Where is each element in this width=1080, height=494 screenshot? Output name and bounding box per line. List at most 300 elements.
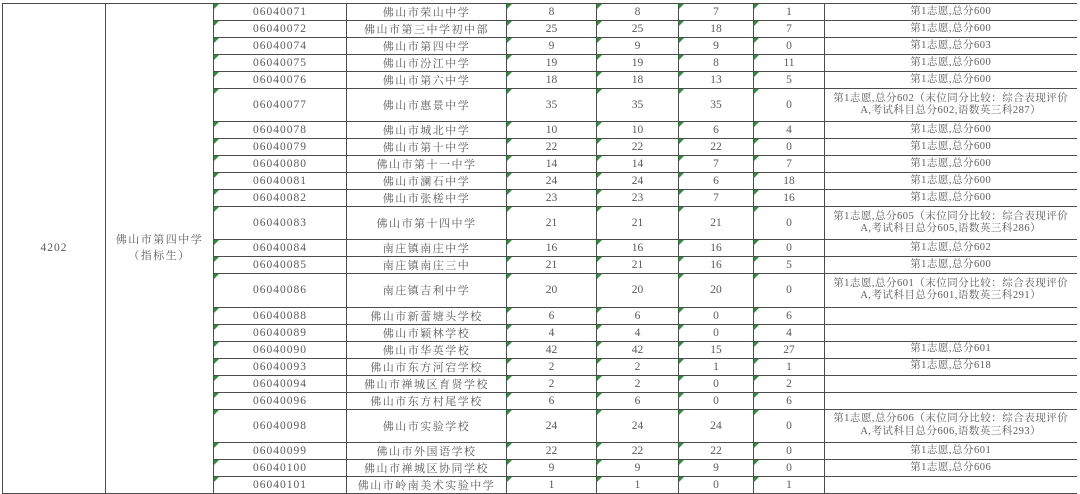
- error-indicator-triangle-icon: [507, 460, 512, 465]
- error-indicator-triangle-icon: [597, 4, 602, 9]
- school-name-cell[interactable]: 佛山市实验学校: [347, 409, 507, 442]
- error-indicator-triangle-icon: [214, 460, 219, 465]
- error-indicator-triangle-icon: [754, 376, 759, 381]
- error-indicator-triangle-icon: [597, 477, 602, 482]
- school-name-cell[interactable]: 南庄镇南庄三中: [347, 257, 507, 274]
- remark-cell[interactable]: 第1志愿,总分603: [825, 38, 1077, 55]
- value-cell-3[interactable]: 20: [679, 274, 754, 307]
- error-indicator-triangle-icon: [214, 207, 219, 212]
- remark-cell[interactable]: 第1志愿,总分600: [825, 55, 1077, 72]
- error-indicator-triangle-icon: [679, 274, 684, 279]
- value-cell-1[interactable]: 9: [507, 38, 597, 55]
- school-code-cell[interactable]: 06040089: [214, 324, 347, 341]
- value-cell-3[interactable]: 15: [679, 341, 754, 358]
- value-cell-2[interactable]: 21: [597, 207, 679, 240]
- value-cell-4[interactable]: 0: [754, 442, 825, 459]
- error-indicator-triangle-icon: [214, 342, 219, 347]
- value-cell-4[interactable]: 11: [754, 55, 825, 72]
- remark-cell[interactable]: [825, 324, 1077, 341]
- value-cell-1[interactable]: 9: [507, 459, 597, 476]
- school-code-cell[interactable]: 06040085: [214, 257, 347, 274]
- error-indicator-triangle-icon: [214, 359, 219, 364]
- remark-cell[interactable]: 第1志愿,总分600: [825, 190, 1077, 207]
- error-indicator-triangle-icon: [754, 21, 759, 26]
- value-cell-4[interactable]: 0: [754, 207, 825, 240]
- error-indicator-triangle-icon: [507, 55, 512, 60]
- error-indicator-triangle-icon: [214, 173, 219, 178]
- error-indicator-triangle-icon: [679, 4, 684, 9]
- value-cell-3[interactable]: 9: [679, 459, 754, 476]
- value-cell-3[interactable]: 35: [679, 89, 754, 122]
- school-code-cell[interactable]: 06040096: [214, 392, 347, 409]
- error-indicator-triangle-icon: [214, 21, 219, 26]
- value-cell-3[interactable]: 6: [679, 173, 754, 190]
- error-indicator-triangle-icon: [679, 55, 684, 60]
- school-name-cell[interactable]: 佛山市新蕾塘头学校: [347, 307, 507, 324]
- error-indicator-triangle-icon: [507, 393, 512, 398]
- error-indicator-triangle-icon: [214, 4, 219, 9]
- value-cell-1[interactable]: 21: [507, 257, 597, 274]
- error-indicator-triangle-icon: [597, 139, 602, 144]
- school-code-cell[interactable]: 06040090: [214, 341, 347, 358]
- error-indicator-triangle-icon: [597, 342, 602, 347]
- value-cell-4[interactable]: 0: [754, 409, 825, 442]
- remark-cell[interactable]: 第1志愿,总分606（末位同分比较：综合表现评价A,考试科目总分606,语数英三科293）: [825, 409, 1077, 442]
- remark-cell[interactable]: 第1志愿,总分600: [825, 122, 1077, 139]
- value-cell-3[interactable]: 0: [679, 375, 754, 392]
- value-cell-4[interactable]: 2: [754, 375, 825, 392]
- value-cell-1[interactable]: 10: [507, 122, 597, 139]
- value-cell-4[interactable]: 0: [754, 89, 825, 122]
- error-indicator-triangle-icon: [679, 443, 684, 448]
- value-cell-1[interactable]: 24: [507, 173, 597, 190]
- error-indicator-triangle-icon: [214, 156, 219, 161]
- error-indicator-triangle-icon: [597, 443, 602, 448]
- error-indicator-triangle-icon: [507, 72, 512, 77]
- error-indicator-triangle-icon: [214, 274, 219, 279]
- value-cell-3[interactable]: 9: [679, 38, 754, 55]
- error-indicator-triangle-icon: [597, 325, 602, 330]
- value-cell-1[interactable]: 4: [507, 324, 597, 341]
- value-cell-4[interactable]: 7: [754, 156, 825, 173]
- remark-cell[interactable]: 第1志愿,总分600: [825, 257, 1077, 274]
- school-code-cell[interactable]: 06040098: [214, 409, 347, 442]
- value-cell-1[interactable]: 6: [507, 392, 597, 409]
- error-indicator-triangle-icon: [597, 308, 602, 313]
- error-indicator-triangle-icon: [507, 4, 512, 9]
- school-name-cell[interactable]: 佛山市惠景中学: [347, 89, 507, 122]
- value-cell-2[interactable]: 9: [597, 38, 679, 55]
- value-cell-1[interactable]: 22: [507, 442, 597, 459]
- value-cell-1[interactable]: 20: [507, 274, 597, 307]
- school-name-cell[interactable]: 南庄镇吉利中学: [347, 274, 507, 307]
- error-indicator-triangle-icon: [679, 122, 684, 127]
- school-name-cell[interactable]: 佛山市禅城区育贤学校: [347, 375, 507, 392]
- school-code-cell[interactable]: 06040079: [214, 139, 347, 156]
- value-cell-1[interactable]: 21: [507, 207, 597, 240]
- remark-cell[interactable]: 第1志愿,总分601: [825, 442, 1077, 459]
- error-indicator-triangle-icon: [679, 173, 684, 178]
- school-name-cell[interactable]: 佛山市城北中学: [347, 122, 507, 139]
- value-cell-3[interactable]: 22: [679, 442, 754, 459]
- error-indicator-triangle-icon: [507, 342, 512, 347]
- remark-cell[interactable]: 第1志愿,总分606: [825, 459, 1077, 476]
- error-indicator-triangle-icon: [754, 325, 759, 330]
- school-code-cell[interactable]: 06040072: [214, 21, 347, 38]
- school-code-cell[interactable]: 06040081: [214, 173, 347, 190]
- error-indicator-triangle-icon: [679, 342, 684, 347]
- school-name-cell[interactable]: 佛山市外国语学校: [347, 442, 507, 459]
- error-indicator-triangle-icon: [507, 156, 512, 161]
- error-indicator-triangle-icon: [507, 359, 512, 364]
- error-indicator-triangle-icon: [597, 156, 602, 161]
- school-name-cell[interactable]: 佛山市禅城区协同学校: [347, 459, 507, 476]
- remark-cell[interactable]: 第1志愿,总分600: [825, 173, 1077, 190]
- remark-cell[interactable]: 第1志愿,总分601（末位同分比较：综合表现评价A,考试科目总分601,语数英三科291）: [825, 274, 1077, 307]
- error-indicator-triangle-icon: [754, 393, 759, 398]
- value-cell-1[interactable]: 2: [507, 375, 597, 392]
- error-indicator-triangle-icon: [507, 122, 512, 127]
- error-indicator-triangle-icon: [679, 325, 684, 330]
- error-indicator-triangle-icon: [679, 139, 684, 144]
- value-cell-2[interactable]: 14: [597, 156, 679, 173]
- value-cell-4[interactable]: 1: [754, 4, 825, 21]
- value-cell-2[interactable]: 25: [597, 21, 679, 38]
- error-indicator-triangle-icon: [754, 257, 759, 262]
- error-indicator-triangle-icon: [597, 89, 602, 94]
- remark-cell[interactable]: [825, 375, 1077, 392]
- value-cell-3[interactable]: 21: [679, 207, 754, 240]
- value-cell-1[interactable]: 19: [507, 55, 597, 72]
- school-name-cell[interactable]: 佛山市汾江中学: [347, 55, 507, 72]
- value-cell-3[interactable]: 16: [679, 240, 754, 257]
- school-code-cell[interactable]: 06040094: [214, 375, 347, 392]
- error-indicator-triangle-icon: [507, 376, 512, 381]
- value-cell-3[interactable]: 7: [679, 4, 754, 21]
- error-indicator-triangle-icon: [507, 477, 512, 482]
- school-code-cell[interactable]: 06040088: [214, 307, 347, 324]
- value-cell-1[interactable]: 6: [507, 307, 597, 324]
- error-indicator-triangle-icon: [754, 359, 759, 364]
- error-indicator-triangle-icon: [214, 393, 219, 398]
- value-cell-2[interactable]: 16: [597, 240, 679, 257]
- value-cell-3[interactable]: 7: [679, 190, 754, 207]
- value-cell-2[interactable]: 35: [597, 89, 679, 122]
- remark-cell[interactable]: [825, 307, 1077, 324]
- error-indicator-triangle-icon: [214, 72, 219, 77]
- value-cell-3[interactable]: 0: [679, 476, 754, 493]
- value-cell-2[interactable]: 6: [597, 392, 679, 409]
- error-indicator-triangle-icon: [754, 443, 759, 448]
- error-indicator-triangle-icon: [214, 240, 219, 245]
- value-cell-3[interactable]: 1: [679, 358, 754, 375]
- error-indicator-triangle-icon: [214, 190, 219, 195]
- value-cell-4[interactable]: 1: [754, 358, 825, 375]
- error-indicator-triangle-icon: [679, 240, 684, 245]
- school-name-cell[interactable]: 佛山市第六中学: [347, 72, 507, 89]
- error-indicator-triangle-icon: [597, 55, 602, 60]
- remark-cell[interactable]: 第1志愿,总分600: [825, 139, 1077, 156]
- error-indicator-triangle-icon: [597, 72, 602, 77]
- value-cell-2[interactable]: 21: [597, 257, 679, 274]
- school-code-cell[interactable]: 06040074: [214, 38, 347, 55]
- remark-cell[interactable]: 第1志愿,总分601: [825, 341, 1077, 358]
- error-indicator-triangle-icon: [597, 38, 602, 43]
- value-cell-1[interactable]: 42: [507, 341, 597, 358]
- school-name-cell[interactable]: 佛山市东方河宕学校: [347, 358, 507, 375]
- remark-cell[interactable]: 第1志愿,总分600: [825, 156, 1077, 173]
- value-cell-3[interactable]: 16: [679, 257, 754, 274]
- error-indicator-triangle-icon: [507, 173, 512, 178]
- value-cell-4[interactable]: 5: [754, 72, 825, 89]
- school-code-cell[interactable]: 06040075: [214, 55, 347, 72]
- value-cell-1[interactable]: 16: [507, 240, 597, 257]
- error-indicator-triangle-icon: [754, 156, 759, 161]
- error-indicator-triangle-icon: [597, 190, 602, 195]
- error-indicator-triangle-icon: [507, 207, 512, 212]
- school-code-cell[interactable]: 06040078: [214, 122, 347, 139]
- school-name-cell[interactable]: 佛山市第十四中学: [347, 207, 507, 240]
- value-cell-2[interactable]: 2: [597, 358, 679, 375]
- value-cell-3[interactable]: 7: [679, 156, 754, 173]
- error-indicator-triangle-icon: [597, 257, 602, 262]
- error-indicator-triangle-icon: [679, 38, 684, 43]
- error-indicator-triangle-icon: [597, 173, 602, 178]
- value-cell-4[interactable]: 0: [754, 459, 825, 476]
- value-cell-4[interactable]: 27: [754, 341, 825, 358]
- error-indicator-triangle-icon: [214, 477, 219, 482]
- value-cell-4[interactable]: 5: [754, 257, 825, 274]
- value-cell-2[interactable]: 24: [597, 409, 679, 442]
- error-indicator-triangle-icon: [597, 21, 602, 26]
- error-indicator-triangle-icon: [597, 122, 602, 127]
- error-indicator-triangle-icon: [754, 308, 759, 313]
- value-cell-4[interactable]: 0: [754, 38, 825, 55]
- school-code-cell[interactable]: 06040082: [214, 190, 347, 207]
- school-name-cell[interactable]: 佛山市岭南美术实验中学: [347, 476, 507, 493]
- value-cell-2[interactable]: 19: [597, 55, 679, 72]
- error-indicator-triangle-icon: [597, 410, 602, 415]
- value-cell-2[interactable]: 1: [597, 476, 679, 493]
- error-indicator-triangle-icon: [597, 240, 602, 245]
- school-code-cell[interactable]: 06040086: [214, 274, 347, 307]
- value-cell-4[interactable]: 6: [754, 392, 825, 409]
- value-cell-3[interactable]: 0: [679, 324, 754, 341]
- value-cell-3[interactable]: 6: [679, 122, 754, 139]
- value-cell-2[interactable]: 18: [597, 72, 679, 89]
- school-name-cell[interactable]: 佛山市荣山中学: [347, 4, 507, 21]
- error-indicator-triangle-icon: [679, 393, 684, 398]
- error-indicator-triangle-icon: [597, 460, 602, 465]
- error-indicator-triangle-icon: [679, 376, 684, 381]
- school-name-cell[interactable]: 佛山市第四中学: [347, 38, 507, 55]
- error-indicator-triangle-icon: [754, 477, 759, 482]
- error-indicator-triangle-icon: [679, 460, 684, 465]
- value-cell-2[interactable]: 20: [597, 274, 679, 307]
- error-indicator-triangle-icon: [214, 376, 219, 381]
- error-indicator-triangle-icon: [597, 207, 602, 212]
- value-cell-1[interactable]: 8: [507, 4, 597, 21]
- value-cell-3[interactable]: 22: [679, 139, 754, 156]
- school-code-cell[interactable]: 06040080: [214, 156, 347, 173]
- error-indicator-triangle-icon: [679, 308, 684, 313]
- remark-cell[interactable]: 第1志愿,总分618: [825, 358, 1077, 375]
- zone-name-line2: （指标生）: [128, 250, 191, 263]
- remark-cell[interactable]: 第1志愿,总分602: [825, 240, 1077, 257]
- error-indicator-triangle-icon: [679, 89, 684, 94]
- school-name-cell[interactable]: 佛山市华英学校: [347, 341, 507, 358]
- value-cell-2[interactable]: 22: [597, 139, 679, 156]
- value-cell-1[interactable]: 2: [507, 358, 597, 375]
- error-indicator-triangle-icon: [214, 122, 219, 127]
- zone-code-cell[interactable]: 4202: [3, 4, 106, 494]
- error-indicator-triangle-icon: [754, 38, 759, 43]
- value-cell-4[interactable]: 0: [754, 274, 825, 307]
- value-cell-3[interactable]: 0: [679, 392, 754, 409]
- school-code-cell[interactable]: 06040083: [214, 207, 347, 240]
- value-cell-1[interactable]: 22: [507, 139, 597, 156]
- school-name-cell[interactable]: 南庄镇南庄中学: [347, 240, 507, 257]
- school-code-cell[interactable]: 06040093: [214, 358, 347, 375]
- school-code-cell[interactable]: 06040101: [214, 476, 347, 493]
- value-cell-4[interactable]: 4: [754, 324, 825, 341]
- error-indicator-triangle-icon: [754, 173, 759, 178]
- error-indicator-triangle-icon: [679, 72, 684, 77]
- value-cell-1[interactable]: 18: [507, 72, 597, 89]
- error-indicator-triangle-icon: [214, 38, 219, 43]
- error-indicator-triangle-icon: [597, 274, 602, 279]
- remark-cell[interactable]: 第1志愿,总分605（末位同分比较：综合表现评价A,考试科目总分605,语数英三科286）: [825, 207, 1077, 240]
- value-cell-4[interactable]: 1: [754, 476, 825, 493]
- value-cell-4[interactable]: 7: [754, 21, 825, 38]
- zone-name-cell[interactable]: [106, 4, 214, 494]
- value-cell-4[interactable]: 0: [754, 139, 825, 156]
- school-code-cell[interactable]: 06040077: [214, 89, 347, 122]
- school-code-cell[interactable]: 06040100: [214, 459, 347, 476]
- error-indicator-triangle-icon: [754, 240, 759, 245]
- school-name-cell[interactable]: 佛山市颖林学校: [347, 324, 507, 341]
- error-indicator-triangle-icon: [679, 257, 684, 262]
- value-cell-4[interactable]: 18: [754, 173, 825, 190]
- value-cell-2[interactable]: 2: [597, 375, 679, 392]
- error-indicator-triangle-icon: [214, 89, 219, 94]
- error-indicator-triangle-icon: [507, 89, 512, 94]
- error-indicator-triangle-icon: [214, 139, 219, 144]
- value-cell-2[interactable]: 8: [597, 4, 679, 21]
- error-indicator-triangle-icon: [754, 190, 759, 195]
- error-indicator-triangle-icon: [679, 477, 684, 482]
- school-name-cell[interactable]: 佛山市澜石中学: [347, 173, 507, 190]
- error-indicator-triangle-icon: [754, 274, 759, 279]
- value-cell-4[interactable]: 0: [754, 240, 825, 257]
- value-cell-4[interactable]: 6: [754, 307, 825, 324]
- remark-cell[interactable]: 第1志愿,总分600: [825, 72, 1077, 89]
- value-cell-1[interactable]: 25: [507, 21, 597, 38]
- value-cell-1[interactable]: 24: [507, 409, 597, 442]
- remark-cell[interactable]: 第1志愿,总分602（末位同分比较：综合表现评价A,考试科目总分602,语数英三科287）: [825, 89, 1077, 122]
- value-cell-2[interactable]: 10: [597, 122, 679, 139]
- error-indicator-triangle-icon: [754, 342, 759, 347]
- school-name-cell[interactable]: 佛山市第十一中学: [347, 156, 507, 173]
- value-cell-2[interactable]: 42: [597, 341, 679, 358]
- error-indicator-triangle-icon: [507, 38, 512, 43]
- value-cell-2[interactable]: 22: [597, 442, 679, 459]
- school-code-cell[interactable]: 06040076: [214, 72, 347, 89]
- value-cell-3[interactable]: 18: [679, 21, 754, 38]
- error-indicator-triangle-icon: [214, 55, 219, 60]
- value-cell-4[interactable]: 4: [754, 122, 825, 139]
- error-indicator-triangle-icon: [679, 410, 684, 415]
- value-cell-2[interactable]: 24: [597, 173, 679, 190]
- admission-quota-table: [2, 3, 1077, 494]
- value-cell-3[interactable]: 24: [679, 409, 754, 442]
- error-indicator-triangle-icon: [214, 308, 219, 313]
- error-indicator-triangle-icon: [754, 460, 759, 465]
- value-cell-4[interactable]: 16: [754, 190, 825, 207]
- value-cell-1[interactable]: 35: [507, 89, 597, 122]
- remark-cell[interactable]: 第1志愿,总分600: [825, 21, 1077, 38]
- spreadsheet-area: [2, 3, 1077, 494]
- error-indicator-triangle-icon: [679, 207, 684, 212]
- error-indicator-triangle-icon: [679, 156, 684, 161]
- school-code-cell[interactable]: 06040099: [214, 442, 347, 459]
- school-code-cell[interactable]: 06040084: [214, 240, 347, 257]
- error-indicator-triangle-icon: [507, 190, 512, 195]
- error-indicator-triangle-icon: [754, 72, 759, 77]
- value-cell-1[interactable]: 14: [507, 156, 597, 173]
- value-cell-2[interactable]: 23: [597, 190, 679, 207]
- value-cell-1[interactable]: 23: [507, 190, 597, 207]
- value-cell-2[interactable]: 4: [597, 324, 679, 341]
- value-cell-3[interactable]: 0: [679, 307, 754, 324]
- error-indicator-triangle-icon: [214, 257, 219, 262]
- error-indicator-triangle-icon: [214, 325, 219, 330]
- error-indicator-triangle-icon: [507, 274, 512, 279]
- school-code-cell[interactable]: 06040071: [214, 4, 347, 21]
- error-indicator-triangle-icon: [507, 21, 512, 26]
- school-name-cell[interactable]: 佛山市东方村尾学校: [347, 392, 507, 409]
- error-indicator-triangle-icon: [597, 359, 602, 364]
- error-indicator-triangle-icon: [679, 190, 684, 195]
- value-cell-3[interactable]: 8: [679, 55, 754, 72]
- table-row: [3, 4, 1077, 21]
- school-name-cell[interactable]: 佛山市第十中学: [347, 139, 507, 156]
- remark-cell[interactable]: [825, 392, 1077, 409]
- error-indicator-triangle-icon: [507, 257, 512, 262]
- value-cell-1[interactable]: 1: [507, 476, 597, 493]
- error-indicator-triangle-icon: [597, 393, 602, 398]
- error-indicator-triangle-icon: [507, 139, 512, 144]
- error-indicator-triangle-icon: [214, 443, 219, 448]
- error-indicator-triangle-icon: [507, 410, 512, 415]
- value-cell-3[interactable]: 13: [679, 72, 754, 89]
- school-name-cell[interactable]: 佛山市第三中学初中部: [347, 21, 507, 38]
- error-indicator-triangle-icon: [754, 122, 759, 127]
- admission-table-body: [3, 4, 1077, 494]
- error-indicator-triangle-icon: [754, 89, 759, 94]
- error-indicator-triangle-icon: [597, 376, 602, 381]
- value-cell-2[interactable]: 6: [597, 307, 679, 324]
- error-indicator-triangle-icon: [507, 325, 512, 330]
- error-indicator-triangle-icon: [214, 410, 219, 415]
- value-cell-2[interactable]: 9: [597, 459, 679, 476]
- error-indicator-triangle-icon: [754, 410, 759, 415]
- remark-cell[interactable]: 第1志愿,总分600: [825, 4, 1077, 21]
- school-name-cell[interactable]: 佛山市张槎中学: [347, 190, 507, 207]
- error-indicator-triangle-icon: [754, 55, 759, 60]
- error-indicator-triangle-icon: [754, 207, 759, 212]
- error-indicator-triangle-icon: [507, 240, 512, 245]
